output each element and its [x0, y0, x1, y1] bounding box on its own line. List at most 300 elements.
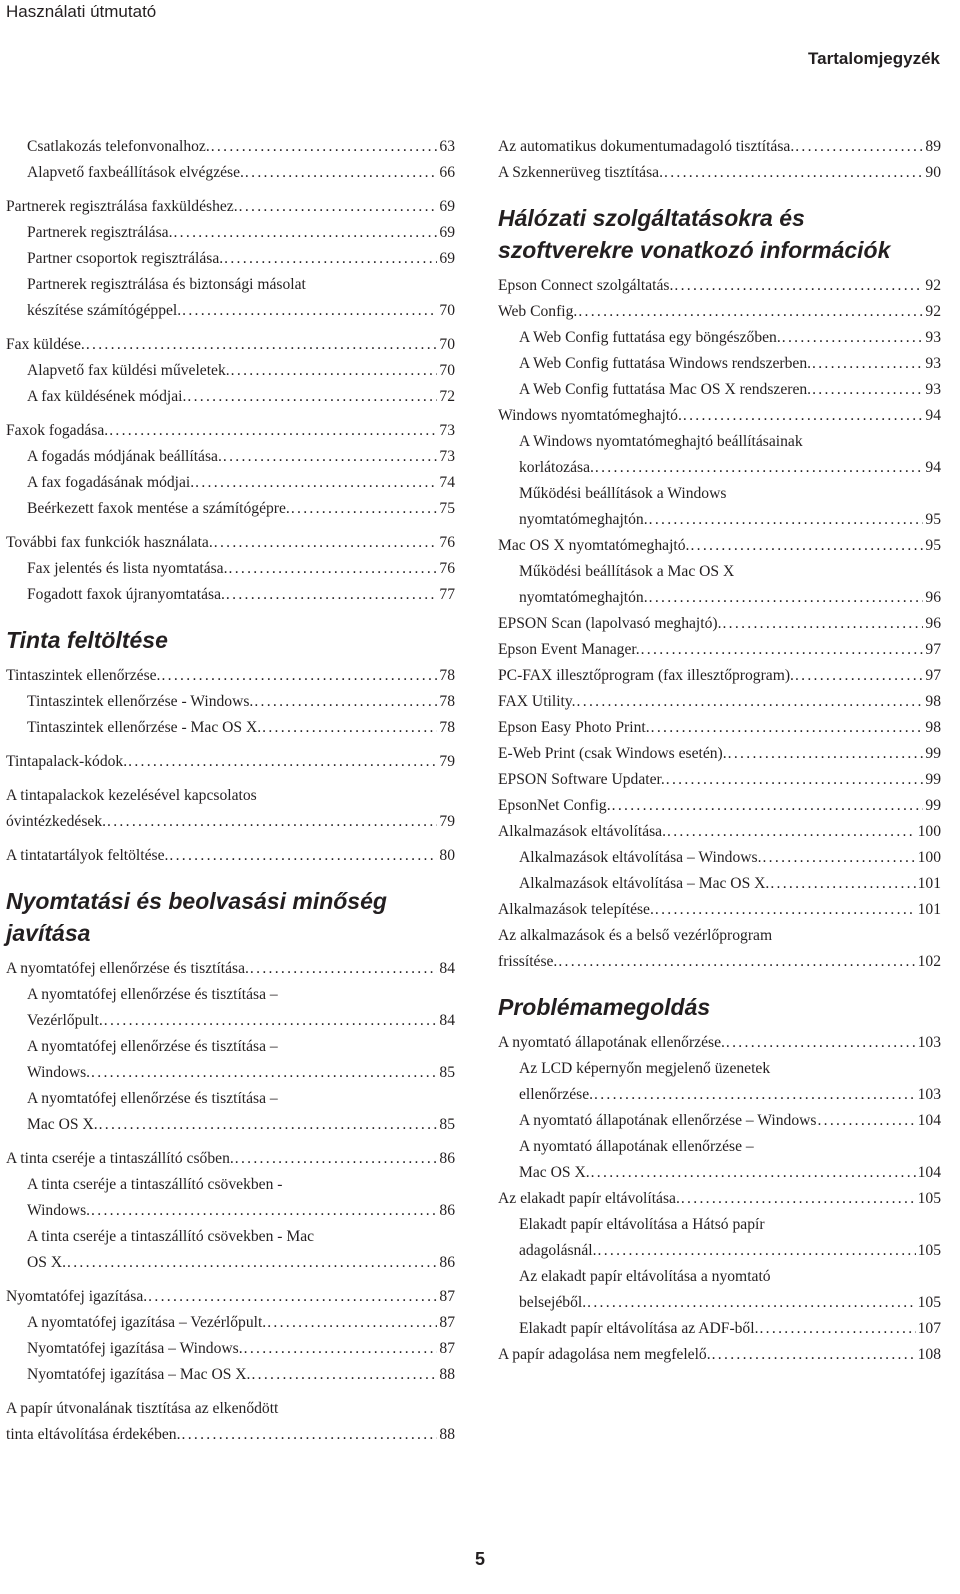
toc-page-number: 97 — [925, 641, 941, 658]
dot-leader — [245, 160, 437, 186]
toc-page-number: 78 — [439, 719, 455, 736]
toc-page-number: 69 — [439, 250, 455, 267]
toc-entry-a-nyomtatofej-igazitasa-vezerlopult[interactable] — [6, 1310, 455, 1336]
toc-page-number: 73 — [439, 448, 455, 465]
toc-entry-text: Web Config. — [498, 303, 578, 320]
section-heading: Tinta feltöltése — [6, 627, 168, 653]
spacer — [6, 1388, 455, 1396]
dot-leader — [229, 556, 438, 582]
dot-leader — [591, 1160, 916, 1186]
toc-entry-text: EPSON Software Updater. — [498, 771, 665, 788]
dot-leader — [795, 663, 923, 689]
toc-page-number: 90 — [925, 164, 941, 181]
toc-entry-epson-connect-szolgaltatas[interactable] — [498, 273, 941, 299]
toc-entry-text: Alkalmazások eltávolítása – Mac OS X. — [519, 875, 770, 892]
toc-entry-a-windows-nyomtatomeghajto-beallitasaina[interactable] — [498, 429, 941, 481]
dot-leader — [649, 507, 924, 533]
toc-entry-text: A tintapalackok kezelésével kapcsolatos — [6, 787, 257, 804]
toc-entry-text: Alapvető fax küldési műveletek. — [27, 362, 230, 379]
dot-leader — [148, 1284, 437, 1310]
toc-entry-text: A tinta cseréje a tintaszállító csövekben - Mac — [27, 1228, 315, 1245]
dot-leader — [235, 1146, 438, 1172]
toc-entry-text: Mac OS X nyomtatómeghajtó. — [498, 537, 690, 554]
toc-entry-text: készítése számítógéppel. — [27, 302, 182, 319]
toc-page-number: 78 — [439, 667, 455, 684]
dot-leader — [239, 194, 438, 220]
toc-entry-text: Tintaszintek ellenőrzése - Mac OS X. — [27, 719, 262, 736]
toc-page-number: 100 — [917, 849, 941, 866]
dot-leader — [712, 1342, 916, 1368]
toc-page-number: 105 — [917, 1242, 941, 1259]
toc-page-number: 97 — [925, 667, 941, 684]
dot-leader — [67, 1250, 437, 1276]
dot-leader — [649, 585, 924, 611]
toc-page-number: 108 — [917, 1346, 941, 1363]
toc-entry-az-automatikus-dokumentumadagolo-tisztit[interactable] — [498, 134, 941, 160]
dot-leader — [594, 1082, 916, 1108]
toc-entry-text: Fax jelentés és lista nyomtatása. — [27, 560, 228, 577]
toc-entry-text: Epson Easy Photo Print. — [498, 719, 650, 736]
toc-entry-text: Vezérlőpult. — [27, 1012, 103, 1029]
toc-column-left — [6, 134, 455, 1448]
toc-page-number: 102 — [917, 953, 941, 970]
toc-entry-text: Az elakadt papír eltávolítása. — [498, 1190, 680, 1207]
toc-entry-mukodesi-beallitasok-a-windows-nyomtatom[interactable] — [498, 481, 941, 533]
dot-leader — [722, 611, 923, 637]
toc-entry-text: Windows nyomtatómeghajtó. — [498, 407, 682, 424]
dot-leader — [182, 298, 437, 324]
toc-entry-text: EPSON Scan (lapolvasó meghajtó). — [498, 615, 722, 632]
toc-entry-text: EpsonNet Config. — [498, 797, 611, 814]
toc-entry-fax-kuldese[interactable] — [6, 332, 455, 358]
toc-page-number: 92 — [925, 277, 941, 294]
dot-leader — [104, 1008, 438, 1034]
toc-entry-text: A nyomtatófej ellenőrzése és tisztítása – — [27, 1090, 278, 1107]
dot-leader — [612, 793, 924, 819]
toc-entry-text: óvintézkedések. — [6, 813, 107, 830]
section-title: Tartalomjegyzék — [808, 49, 940, 68]
toc-entry-text: Működési beállítások a Mac OS X — [519, 563, 735, 580]
spacer — [6, 1276, 455, 1284]
toc-entry-a-fogadas-modjanak-beallitasa[interactable] — [6, 444, 455, 470]
toc-entry-text: A tinta cseréje a tintaszállító csőben. — [6, 1150, 234, 1167]
toc-page-number: 66 — [439, 164, 455, 181]
toc-page-number: 85 — [439, 1064, 455, 1081]
toc-entry-elakadt-papir-eltavolitasa-a-hatso-papir[interactable] — [498, 1212, 941, 1264]
toc-page-number: 86 — [439, 1202, 455, 1219]
toc-entry-nyomtatofej-igazitasa-mac-os-x[interactable] — [6, 1362, 455, 1388]
toc-page-number: 78 — [439, 693, 455, 710]
toc-entry-text: A fax küldésének módjai. — [27, 388, 187, 405]
dot-leader — [99, 1112, 438, 1138]
dot-leader — [690, 533, 923, 559]
dot-leader — [577, 689, 924, 715]
dot-leader — [664, 160, 923, 186]
dot-leader — [587, 1290, 915, 1316]
toc-entry-text: A papír útvonalának tisztítása az elkenődött — [6, 1400, 279, 1417]
toc-entry-windows-nyomtatomeghajto[interactable] — [498, 403, 941, 429]
dot-leader — [666, 767, 924, 793]
toc-entry-web-config[interactable] — [498, 299, 941, 325]
toc-page-number: 87 — [439, 1340, 455, 1357]
toc-page-number: 69 — [439, 224, 455, 241]
toc-entry-text: Partnerek regisztrálása faxküldéshez. — [6, 198, 238, 215]
dot-leader — [759, 1316, 915, 1342]
toc-entry-text: Az LCD képernyőn megjelenő üzenetek — [519, 1060, 771, 1077]
toc-entry-text: Nyomtatófej igazítása – Windows. — [27, 1340, 243, 1357]
toc-entry-csatlakozas-telefonvonalhoz[interactable] — [6, 134, 455, 160]
toc-entry-text: Mac OS X. — [519, 1164, 590, 1181]
toc-entry-a-nyomtatofej-ellenorzese-es-tisztitasa-[interactable] — [6, 1034, 455, 1086]
dot-leader — [812, 377, 923, 403]
toc-entry-text: A fax fogadásának módjai. — [27, 474, 195, 491]
toc-page-number: 103 — [917, 1034, 941, 1051]
toc-entry-text: korlátozása. — [519, 459, 594, 476]
toc-entry-epson-easy-photo-print[interactable] — [498, 715, 941, 741]
dot-leader — [728, 741, 924, 767]
toc-page-number: 93 — [925, 355, 941, 372]
toc-entry-a-tinta-csereje-a-tintaszallito-csovekbe[interactable] — [6, 1172, 455, 1224]
section-heading: Hálózati szolgáltatásokra és szoftverekre vonatkozó információk — [498, 205, 891, 263]
toc-page-number: 76 — [439, 560, 455, 577]
toc-entry-text: Nyomtatófej igazítása – Mac OS X. — [27, 1366, 251, 1383]
dot-leader — [782, 325, 924, 351]
toc-entry-text: További fax funkciók használata. — [6, 534, 213, 551]
toc-page-number: 73 — [439, 422, 455, 439]
toc-page-number: 89 — [925, 138, 941, 155]
toc-entry-text: Fogadott faxok újranyomtatása. — [27, 586, 225, 603]
toc-entry-a-web-config-futtatasa-windows-rendszerb[interactable] — [498, 351, 941, 377]
toc-page-number: 87 — [439, 1314, 455, 1331]
dot-leader — [214, 530, 438, 556]
dot-leader — [251, 1362, 437, 1388]
toc-page-number: 96 — [925, 589, 941, 606]
toc-entry-text: Partnerek regisztrálása és biztonsági másolat — [27, 276, 306, 293]
toc-entry-tovabbi-fax-funkciok-hasznalata[interactable] — [6, 530, 455, 556]
toc-entry-text: Epson Event Manager. — [498, 641, 640, 658]
toc-entry-text: A tintatartályok feltöltése. — [6, 847, 169, 864]
toc-page-number: 63 — [439, 138, 455, 155]
dot-leader — [86, 332, 438, 358]
toc-entry-partnerek-regisztralasa-es-biztonsagi-ma[interactable] — [6, 272, 455, 324]
toc-page-number: 94 — [925, 459, 941, 476]
toc-entry-text: A nyomtató állapotának ellenőrzése. — [498, 1034, 725, 1051]
toc-entry-a-fax-fogadasanak-modjai[interactable] — [6, 470, 455, 496]
toc-entry-a-nyomtato-allapotanak-ellenorzese[interactable] — [498, 1030, 941, 1056]
dot-leader — [161, 663, 437, 689]
toc-entry-a-tintatartalyok-feltoltese[interactable] — [6, 843, 455, 869]
toc-entry-text: Partner csoportok regisztrálása. — [27, 250, 224, 267]
toc-entry-text: A nyomtatófej igazítása – Vezérlőpult. — [27, 1314, 267, 1331]
toc-page-number: 70 — [439, 302, 455, 319]
toc-page-number: 100 — [917, 823, 941, 840]
toc-entry-text: A nyomtató állapotának ellenőrzése – — [519, 1138, 754, 1155]
toc-page-number: 104 — [917, 1164, 941, 1181]
toc-entry-tintaszintek-ellenorzese-mac-os-x[interactable] — [6, 715, 455, 741]
spacer — [6, 1138, 455, 1146]
toc-entry-a-fax-kuldesenek-modjai[interactable] — [6, 384, 455, 410]
dot-leader — [683, 403, 924, 429]
spacer — [6, 324, 455, 332]
toc-entry-alkalmazasok-telepitese[interactable] — [498, 897, 941, 923]
toc-entry-text: Fax küldése. — [6, 336, 85, 353]
toc-page-number: 70 — [439, 362, 455, 379]
toc-entry-text: A Web Config futtatása Windows rendszerben. — [519, 355, 812, 372]
page-number: 5 — [474, 1549, 485, 1569]
toc-entry-faxok-fogadasa[interactable] — [6, 418, 455, 444]
toc-entry-text: Epson Connect szolgáltatás. — [498, 277, 674, 294]
toc-entry-text: Alkalmazások eltávolítása – Windows. — [519, 849, 762, 866]
dot-leader — [726, 1030, 916, 1056]
dot-leader — [109, 418, 437, 444]
toc-entry-epson-scan-lapolvaso-meghajto[interactable] — [498, 611, 941, 637]
toc-entry-text: A fogadás módjának beállítása. — [27, 448, 222, 465]
dot-leader — [667, 819, 916, 845]
toc-entry-elakadt-papir-eltavolitasa-az-adf-bol[interactable] — [498, 1316, 941, 1342]
toc-entry-text: nyomtatómeghajtón. — [519, 511, 648, 528]
toc-entry-pc-fax-illesztoprogram-fax-illesztoprogr[interactable] — [498, 663, 941, 689]
toc-entry-text: adagolásnál. — [519, 1242, 597, 1259]
toc-entry-text: Tintapalack-kódok. — [6, 753, 128, 770]
section-heading: Nyomtatási és beolvasási minőség javítása — [6, 888, 387, 946]
toc-entry-text: Alkalmazások eltávolítása. — [498, 823, 667, 840]
toc-entry-text: A Web Config futtatása egy böngészőben. — [519, 329, 781, 346]
toc-entry-text: Az elakadt papír eltávolítása a nyomtató — [519, 1268, 771, 1285]
dot-leader — [812, 351, 923, 377]
toc-entry-mukodesi-beallitasok-a-mac-os-x-nyomtato[interactable] — [498, 559, 941, 611]
dot-leader — [595, 455, 924, 481]
toc-page-number: 84 — [439, 1012, 455, 1029]
toc-entry-text: Tintaszintek ellenőrzése - Windows. — [27, 693, 254, 710]
dot-leader — [817, 1108, 915, 1134]
toc-page-number: 98 — [925, 719, 941, 736]
dot-leader — [578, 299, 923, 325]
dot-leader — [91, 1198, 437, 1224]
toc-entry-a-web-config-futtatasa-egy-bongeszoben[interactable] — [498, 325, 941, 351]
toc-entry-a-web-config-futtatasa-mac-os-x-rendszer[interactable] — [498, 377, 941, 403]
toc-entry-text: Nyomtatófej igazítása. — [6, 1288, 148, 1305]
spacer — [6, 741, 455, 749]
toc-entry-tintapalack-kodok[interactable] — [6, 749, 455, 775]
toc-entry-text: Alkalmazások telepítése. — [498, 901, 654, 918]
toc-entry-fax-jelentes-es-lista-nyomtatasa[interactable] — [6, 556, 455, 582]
dot-leader — [231, 358, 438, 384]
toc-column-right — [498, 134, 941, 1368]
toc-entry-epson-event-manager[interactable] — [498, 637, 941, 663]
toc-page-number: 95 — [925, 511, 941, 528]
toc-entry-a-nyomtatofej-ellenorzese-es-tisztitasa-[interactable] — [6, 982, 455, 1034]
dot-leader — [641, 637, 924, 663]
toc-entry-text: A Web Config futtatása Mac OS X rendszeren. — [519, 381, 812, 398]
toc-entry-text: A nyomtató állapotának ellenőrzése – Windows — [519, 1112, 817, 1129]
toc-entry-text: Beérkezett faxok mentése a számítógépre. — [27, 500, 290, 517]
toc-page-number: 69 — [439, 198, 455, 215]
toc-entry-a-papir-adagolasa-nem-megfelelo[interactable] — [498, 1342, 941, 1368]
dot-leader — [187, 384, 437, 410]
toc-entry-text: OS X. — [27, 1254, 66, 1271]
toc-page-number: 77 — [439, 586, 455, 603]
dot-leader — [211, 134, 438, 160]
toc-page-number: 79 — [439, 753, 455, 770]
toc-page-number: 86 — [439, 1254, 455, 1271]
toc-entry-alapveto-fax-kuldesi-muveletek[interactable] — [6, 358, 455, 384]
dot-leader — [598, 1238, 916, 1264]
toc-entry-a-nyomtato-allapotanak-ellenorzese-mac-o[interactable] — [498, 1134, 941, 1186]
toc-entry-text: belsejéből. — [519, 1294, 587, 1311]
section-heading: Problémamegoldás — [498, 994, 711, 1020]
toc-entry-e-web-print-csak-windows-eseten[interactable] — [498, 741, 941, 767]
manual-title: Használati útmutató — [6, 2, 157, 21]
toc-page-number: 75 — [439, 500, 455, 517]
spacer — [6, 835, 455, 843]
dot-leader — [224, 246, 437, 272]
toc-entry-text: Az automatikus dokumentumadagoló tisztítása. — [498, 138, 795, 155]
toc-entry-a-nyomtato-allapotanak-ellenorzese-windo[interactable] — [498, 1108, 941, 1134]
toc-entry-text: Az alkalmazások és a belső vezérlőprogram — [498, 927, 773, 944]
dot-leader — [91, 1060, 437, 1086]
toc-entry-text: Elakadt papír eltávolítása az ADF-ből. — [519, 1320, 759, 1337]
spacer — [6, 522, 455, 530]
toc-page-number: 93 — [925, 381, 941, 398]
toc-entry-a-nyomtatofej-ellenorzese-es-tisztitasa-[interactable] — [6, 1086, 455, 1138]
toc-page-number: 98 — [925, 693, 941, 710]
toc-entry-alapveto-faxbeallitasok-elvegzese[interactable] — [6, 160, 455, 186]
dot-leader — [169, 843, 437, 869]
toc-page-number: 107 — [917, 1320, 941, 1337]
dot-leader — [173, 220, 437, 246]
dot-leader — [244, 1336, 438, 1362]
toc-entry-mac-os-x-nyomtatomeghajto[interactable] — [498, 533, 941, 559]
dot-leader — [291, 496, 438, 522]
toc-entry-tintaszintek-ellenorzese-windows[interactable] — [6, 689, 455, 715]
toc-entry-text: Windows. — [27, 1202, 91, 1219]
toc-entry-partnerek-regisztralasa[interactable] — [6, 220, 455, 246]
toc-entry-text: nyomtatómeghajtón. — [519, 589, 648, 606]
toc-entry-text: frissítése. — [498, 953, 558, 970]
dot-leader — [107, 809, 437, 835]
dot-leader — [226, 582, 437, 608]
dot-leader — [558, 949, 915, 975]
toc-page-number: 101 — [917, 901, 941, 918]
dot-leader — [674, 273, 923, 299]
toc-entry-az-elakadt-papir-eltavolitasa[interactable] — [498, 1186, 941, 1212]
toc-page-number: 88 — [439, 1426, 455, 1443]
dot-leader — [770, 871, 915, 897]
toc-entry-nyomtatofej-igazitasa[interactable] — [6, 1284, 455, 1310]
toc-page-number: 95 — [925, 537, 941, 554]
toc-entry-fogadott-faxok-ujranyomtatasa[interactable] — [6, 582, 455, 608]
toc-entry-text: A Szkennerüveg tisztítása. — [498, 164, 663, 181]
toc-entry-partnerek-regisztralasa-faxkuldeshez[interactable] — [6, 194, 455, 220]
toc-page-number: 99 — [925, 771, 941, 788]
toc-page-number: 101 — [917, 875, 941, 892]
toc-page-number: 105 — [917, 1294, 941, 1311]
toc-entry-text: E-Web Print (csak Windows esetén). — [498, 745, 727, 762]
toc-page-number: 70 — [439, 336, 455, 353]
toc-page-number: 92 — [925, 303, 941, 320]
toc-entry-text: Partnerek regisztrálása. — [27, 224, 173, 241]
dot-leader — [250, 956, 437, 982]
toc-page-number: 74 — [439, 474, 455, 491]
toc-page-number: 84 — [439, 960, 455, 977]
toc-entry-alkalmazasok-eltavolitasa-windows[interactable] — [498, 845, 941, 871]
dot-leader — [128, 749, 437, 775]
spacer — [6, 410, 455, 418]
toc-page-number: 94 — [925, 407, 941, 424]
toc-entry-text: tinta eltávolítása érdekében. — [6, 1426, 181, 1443]
toc-entry-epsonnet-config[interactable] — [498, 793, 941, 819]
toc-entry-text: Csatlakozás telefonvonalhoz. — [27, 138, 210, 155]
toc-entry-alkalmazasok-eltavolitasa-mac-os-x[interactable] — [498, 871, 941, 897]
toc-entry-fax-utility[interactable] — [498, 689, 941, 715]
toc-entry-text: Tintaszintek ellenőrzése. — [6, 667, 161, 684]
toc-entry-partner-csoportok-regisztralasa[interactable] — [6, 246, 455, 272]
toc-entry-a-tintapalackok-kezelesevel-kapcsolatos-[interactable] — [6, 783, 455, 835]
toc-page-number: 105 — [917, 1190, 941, 1207]
toc-entry-text: A papír adagolása nem megfelelő. — [498, 1346, 711, 1363]
toc-page-number: 99 — [925, 797, 941, 814]
toc-page-number: 88 — [439, 1366, 455, 1383]
toc-entry-a-papir-utvonalanak-tisztitasa-az-elkeno[interactable] — [6, 1396, 455, 1448]
toc-page-number: 104 — [917, 1112, 941, 1129]
toc-entry-text: FAX Utility. — [498, 693, 576, 710]
toc-entry-text: A Windows nyomtatómeghajtó beállításainak — [519, 433, 803, 450]
toc-page-number: 79 — [439, 813, 455, 830]
toc-page-number: 96 — [925, 615, 941, 632]
toc-entry-text: A nyomtatófej ellenőrzése és tisztítása – — [27, 986, 278, 1003]
dot-leader — [651, 715, 924, 741]
dot-leader — [195, 470, 437, 496]
toc-page-number: 80 — [439, 847, 455, 864]
toc-entry-text: Windows. — [27, 1064, 91, 1081]
dot-leader — [681, 1186, 916, 1212]
spacer — [6, 775, 455, 783]
toc-entry-alkalmazasok-eltavolitasa[interactable] — [498, 819, 941, 845]
toc-page-number: 93 — [925, 329, 941, 346]
toc-entry-a-tinta-csereje-a-tintaszallito-csovekbe[interactable] — [6, 1224, 455, 1276]
toc-entry-beerkezett-faxok-mentese-a-szamitogepre[interactable] — [6, 496, 455, 522]
toc-entry-epson-software-updater[interactable] — [498, 767, 941, 793]
toc-page-number: 72 — [439, 388, 455, 405]
toc-page-number: 86 — [439, 1150, 455, 1167]
toc-entry-text: Mac OS X. — [27, 1116, 98, 1133]
dot-leader — [182, 1422, 438, 1448]
toc-entry-text: A tinta cseréje a tintaszállító csövekben - — [27, 1176, 283, 1193]
toc-entry-text: Faxok fogadása. — [6, 422, 109, 439]
toc-entry-text: ellenőrzése. — [519, 1086, 594, 1103]
toc-entry-a-tinta-csereje-a-tintaszallito-csoben[interactable] — [6, 1146, 455, 1172]
toc-entry-nyomtatofej-igazitasa-windows[interactable] — [6, 1336, 455, 1362]
toc-entry-text: Elakadt papír eltávolítása a Hátsó papír — [519, 1216, 765, 1233]
toc-entry-a-szkenneruveg-tisztitasa[interactable] — [498, 160, 941, 186]
toc-entry-az-alkalmazasok-es-a-belso-vezerloprogra[interactable] — [498, 923, 941, 975]
toc-entry-text: A nyomtatófej ellenőrzése és tisztítása. — [6, 960, 249, 977]
dot-leader — [262, 715, 437, 741]
toc-entry-az-elakadt-papir-eltavolitasa-a-nyomtato[interactable] — [498, 1264, 941, 1316]
spacer — [6, 186, 455, 194]
dot-leader — [655, 897, 916, 923]
dot-leader — [795, 134, 923, 160]
toc-page-number: 76 — [439, 534, 455, 551]
toc-entry-a-nyomtatofej-ellenorzese-es-tisztitasa[interactable] — [6, 956, 455, 982]
toc-page-number: 103 — [917, 1086, 941, 1103]
dot-leader — [762, 845, 915, 871]
toc-entry-tintaszintek-ellenorzese[interactable] — [6, 663, 455, 689]
toc-entry-text: Alapvető faxbeállítások elvégzése. — [27, 164, 244, 181]
toc-page-number: 85 — [439, 1116, 455, 1133]
toc-page-number: 99 — [925, 745, 941, 762]
toc-entry-az-lcd-kepernyon-megjeleno-uzenetek-elle[interactable] — [498, 1056, 941, 1108]
